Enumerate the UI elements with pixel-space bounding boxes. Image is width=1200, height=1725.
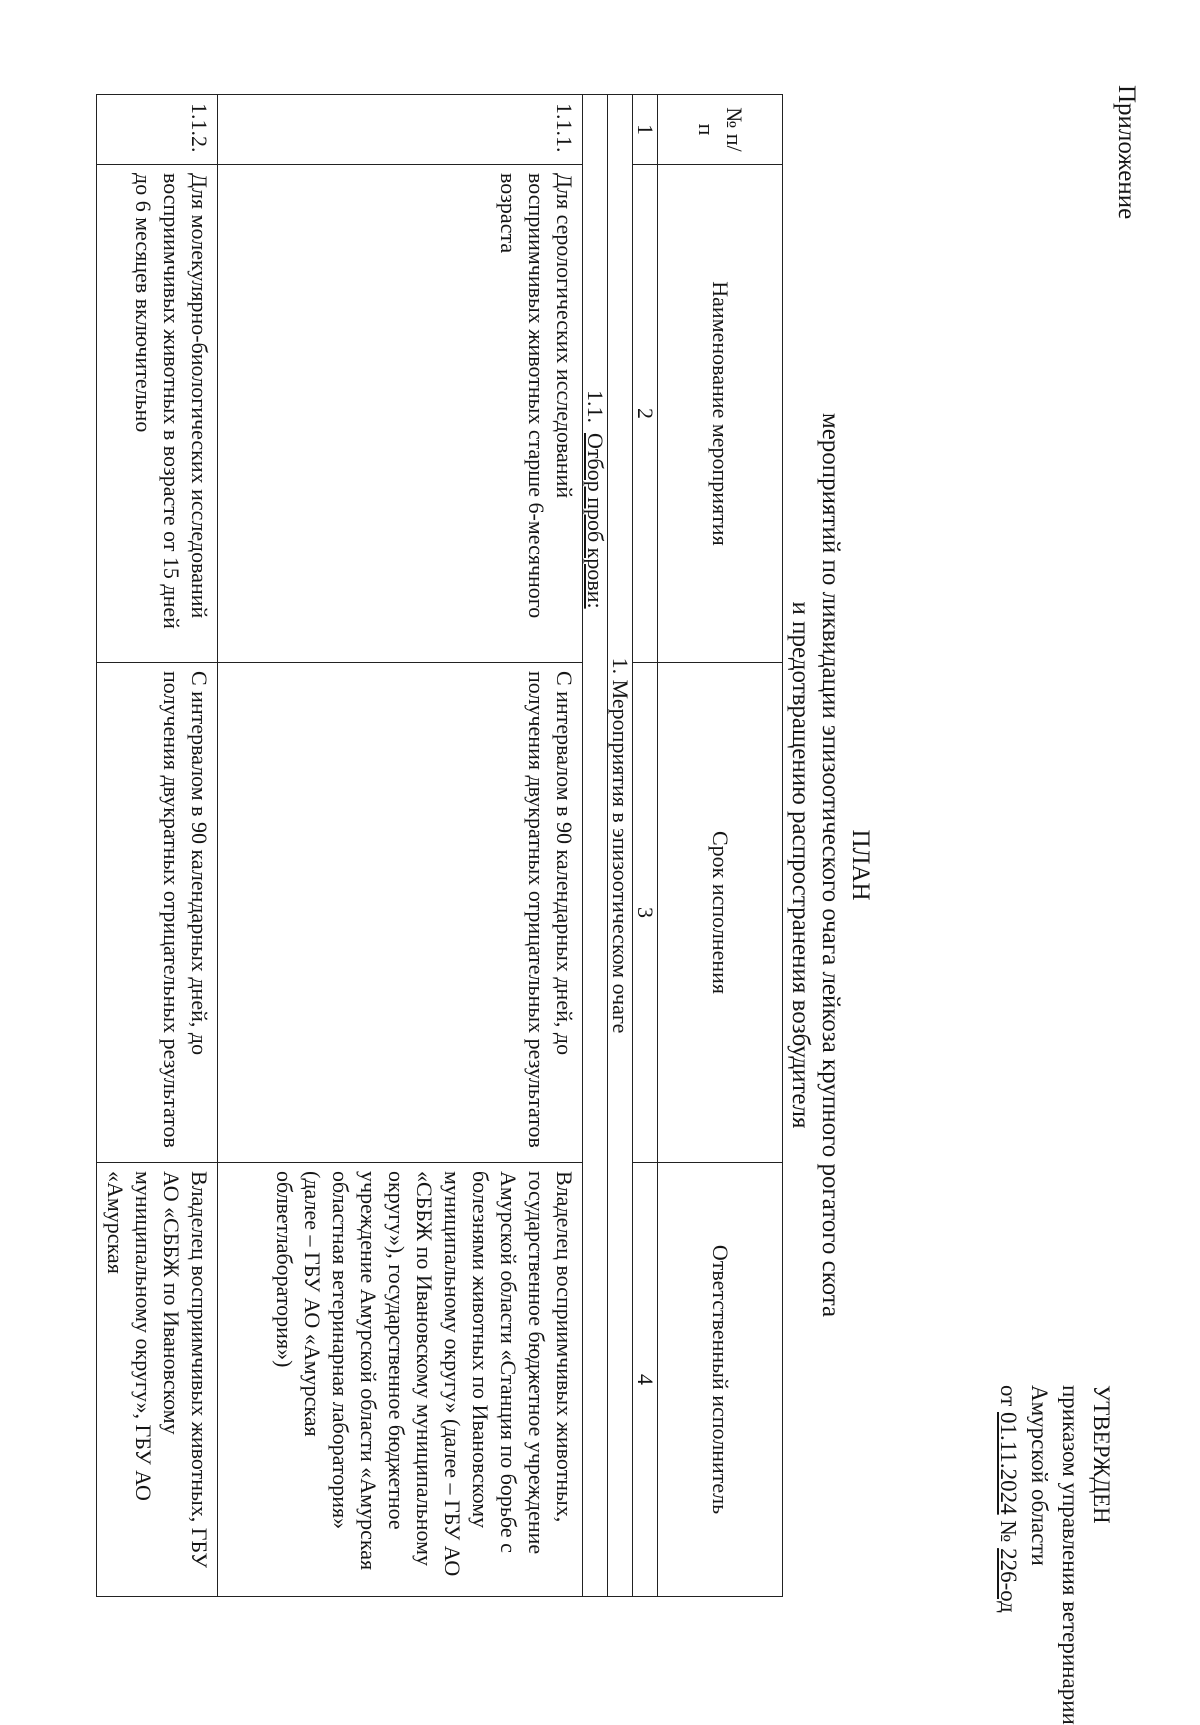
row-responsible: Владелец восприимчивых животных, ГБУ АО «СББЖ по Ивановскому муниципальному округу», ГБУ АО «Амурская [97, 1163, 218, 1597]
section-title: 1. Мероприятия в эпизоотическом очаге [608, 95, 633, 1597]
col-number-4: 4 [633, 1163, 658, 1597]
plan-table [96, 94, 783, 1597]
row-number: 1.1.1. [218, 95, 583, 165]
subsection-number: 1.1. [583, 390, 608, 423]
table-header-row [658, 95, 783, 1597]
approval-date-line [993, 1385, 1024, 1725]
appendix-label: Приложение [1113, 85, 1140, 220]
header-name: Наименование мероприятия [658, 165, 783, 663]
row-term: С интервалом в 90 календарных дней, до получения двукратных отрицательных результатов [97, 663, 218, 1163]
header-responsible: Ответственный исполнитель [658, 1163, 783, 1597]
approval-number: 226-од [996, 1548, 1021, 1613]
title-line-2: мероприятий по ликвидации эпизоотического очага лейкоза крупного рогатого скота [817, 412, 844, 1318]
header-number: № п/п [658, 95, 783, 165]
subsection-title: Отбор проб крови: [583, 433, 608, 609]
approval-date-prefix: от [996, 1385, 1021, 1412]
column-numbers-row [633, 95, 658, 1597]
section-row [608, 95, 633, 1597]
col-number-1: 1 [633, 95, 658, 165]
subsection-row [583, 95, 608, 1597]
title-main: ПЛАН [847, 829, 874, 901]
approval-order-line: приказом управления ветеринарии [1058, 1385, 1083, 1725]
row-number: 1.1.2. [97, 95, 218, 165]
approval-date: 01.11.2024 [996, 1412, 1021, 1515]
subsection-cell [583, 95, 608, 1597]
document-title [785, 85, 875, 1645]
col-number-2: 2 [633, 165, 658, 663]
approval-block [993, 1385, 1117, 1725]
approval-heading: УТВЕРЖДЕН [1089, 1385, 1114, 1524]
approval-region-line: Амурской области [1027, 1385, 1052, 1566]
row-name: Для молекулярно-биологических исследований восприимчивых животных в возрасте от 15 дней до 6 месяцев включительно [97, 165, 218, 663]
header-term: Срок исполнения [658, 663, 783, 1163]
row-responsible: Владелец восприимчивых животных, государственное бюджетное учреждение Амурской области «Станция по борьбе с болезнями животных по Ивановскому муниципальному округу» (далее – ГБУ АО «СББЖ по Ивановскому муниципальному округу»), государственное бюджетное учреждение Амурской области «Амурская областная ветеринарная лаборатория» (далее – ГБУ АО «Амурская облветлаборатория») [218, 1163, 583, 1597]
col-number-3: 3 [633, 663, 658, 1163]
row-name: Для серологических исследований восприимчивых животных старше 6-месячного возраста [218, 165, 583, 663]
approval-number-sign: № [996, 1514, 1021, 1549]
table-row [218, 95, 583, 1597]
row-term: С интервалом в 90 календарных дней, до получения двукратных отрицательных результатов [218, 663, 583, 1163]
title-line-3: и предотвращению распространения возбудителя [787, 601, 814, 1129]
table-row [97, 95, 218, 1597]
rotated-page [75, 85, 1175, 1725]
